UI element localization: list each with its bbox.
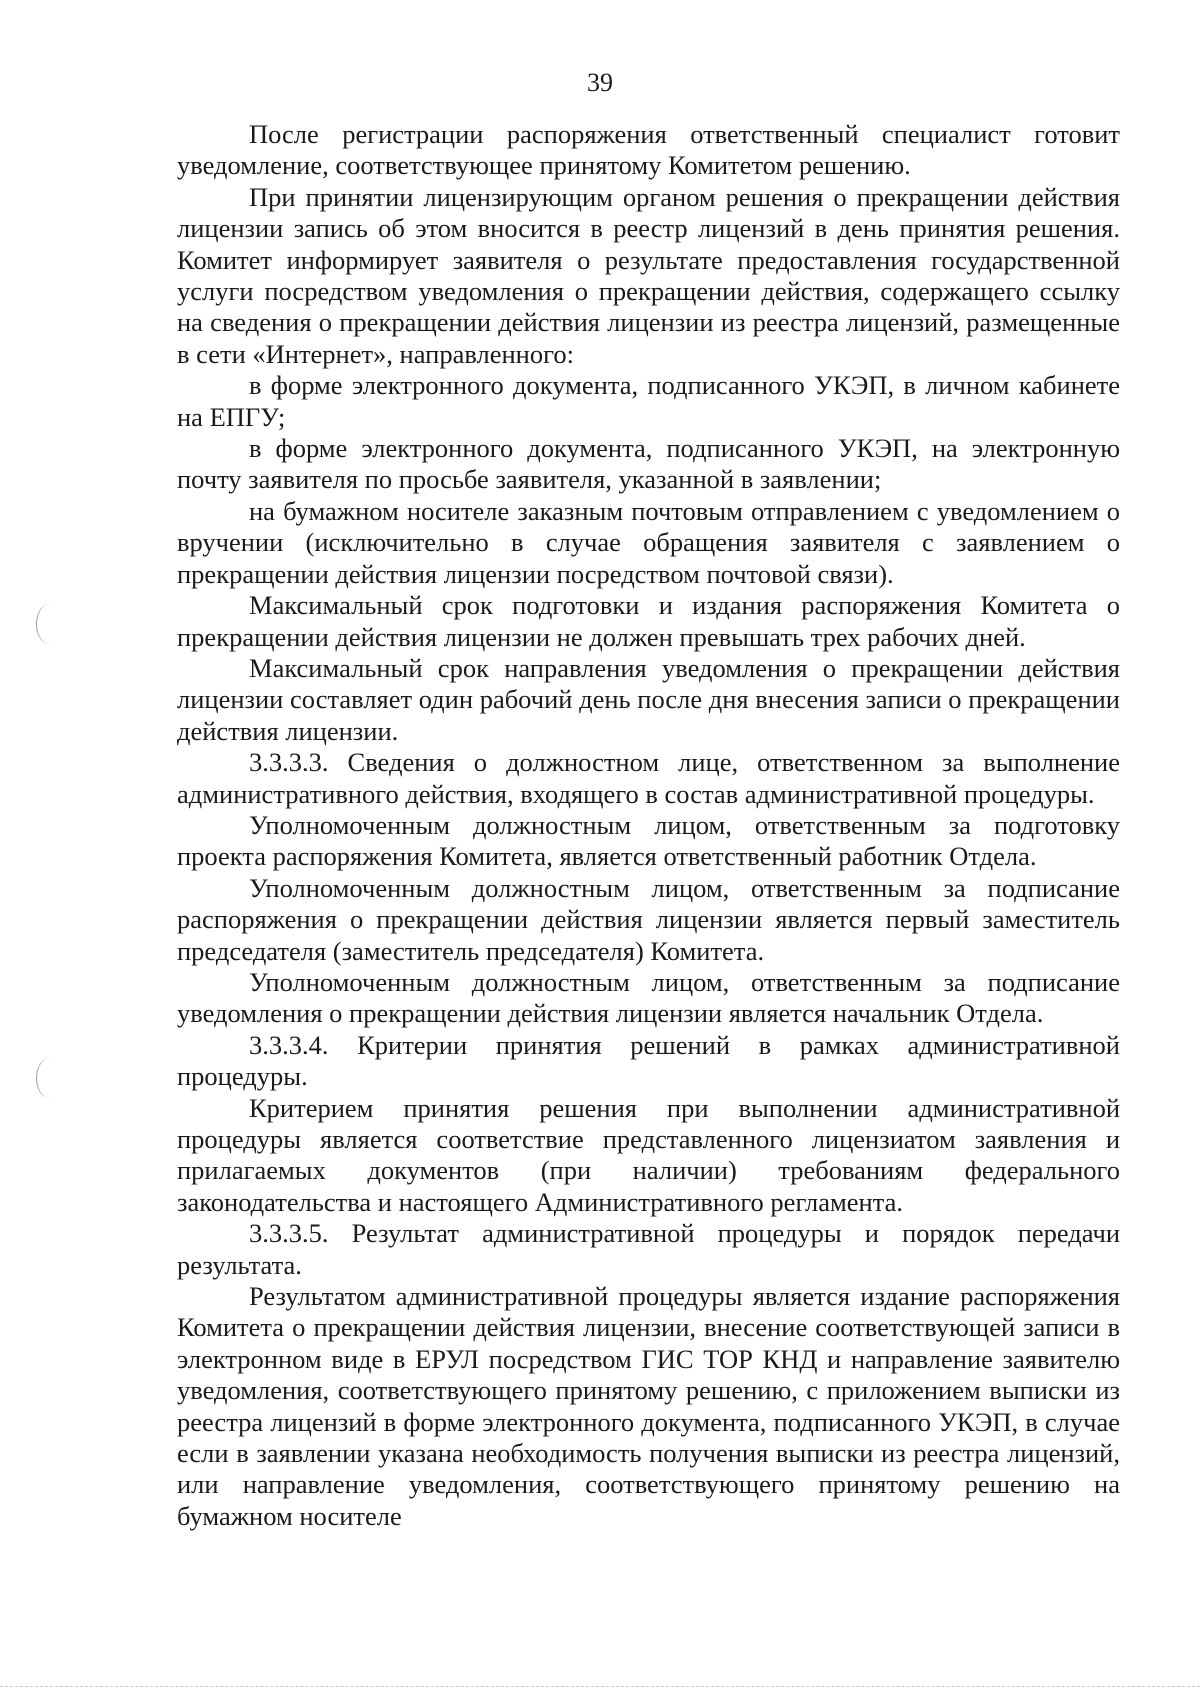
- paragraph: в форме электронного документа, подписанного УКЭП, в личном кабинете на ЕПГУ;: [177, 370, 1120, 432]
- paragraph: Уполномоченным должностным лицом, ответственным за подготовку проекта распоряжения Комитета, является ответственный работник Отдела.: [177, 809, 1120, 872]
- paragraph: Уполномоченным должностным лицом, ответственным за подписание распоряжения о прекращении действия лицензии является первый заместитель председателя (заместитель председателя) Комитета.: [177, 872, 1120, 966]
- paragraph: При принятии лицензирующим органом решения о прекращении действия лицензии запись об этом вносится в реестр лицензий в день принятия решения. Комитет информирует заявителя о результате предоставления государственной услуги посредством уведомления о прекращении действия, содержащего ссылку на сведения о прекращении действия лицензии из реестра лицензий, размещенные в сети «Интернет», направленного:: [177, 181, 1120, 369]
- paragraph: Критерием принятия решения при выполнении административной процедуры является соответствие представленного лицензиатом заявления и прилагаемых документов (при наличии) требованиям федерального законодательства и настоящего Административного регламента.: [177, 1092, 1120, 1217]
- section-heading: 3.3.3.3. Сведения о должностном лице, ответственном за выполнение административного действия, входящего в состав административной процедуры.: [177, 747, 1120, 809]
- paragraph: на бумажном носителе заказным почтовым отправлением с уведомлением о вручении (исключительно в случае обращения заявителя с заявлением о прекращении действия лицензии посредством почтовой связи).: [177, 495, 1120, 589]
- page-number: 39: [587, 68, 613, 97]
- section-heading: 3.3.3.4. Критерии принятия решений в рамках административной процедуры.: [177, 1029, 1120, 1092]
- punch-hole-mark: [36, 1058, 63, 1098]
- paragraph: После регистрации распоряжения ответственный специалист готовит уведомление, соответствующее принятому Комитетом решению.: [177, 119, 1120, 181]
- paragraph: Уполномоченным должностным лицом, ответственным за подписание уведомления о прекращении действия лицензии является начальник Отдела.: [177, 966, 1120, 1029]
- paragraph: в форме электронного документа, подписанного УКЭП, на электронную почту заявителя по просьбе заявителя, указанной в заявлении;: [177, 433, 1120, 495]
- document-body: [177, 119, 1120, 1532]
- paragraph: Максимальный срок подготовки и издания распоряжения Комитета о прекращении действия лицензии не должен превышать трех рабочих дней.: [177, 590, 1120, 652]
- scan-edge-line: [0, 1686, 1200, 1687]
- punch-hole-mark: [36, 604, 63, 644]
- paragraph: Результатом административной процедуры является издание распоряжения Комитета о прекращении действия лицензии, внесение соответствующей записи в электронном виде в ЕРУЛ посредством ГИС ТОР КНД и направление заявителю уведомления, соответствующего принятому решению, с приложением выписки из реестра лицензий в форме электронного документа, подписанного УКЭП, в случае если в заявлении указана необходимость получения выписки из реестра лицензий, или направление уведомления, соответствующего принятому решению на бумажном носителе: [177, 1281, 1120, 1531]
- paragraph: Максимальный срок направления уведомления о прекращении действия лицензии составляет один рабочий день после дня внесения записи о прекращении действия лицензии.: [177, 652, 1120, 746]
- section-heading: 3.3.3.5. Результат административной процедуры и порядок передачи результата.: [177, 1218, 1120, 1280]
